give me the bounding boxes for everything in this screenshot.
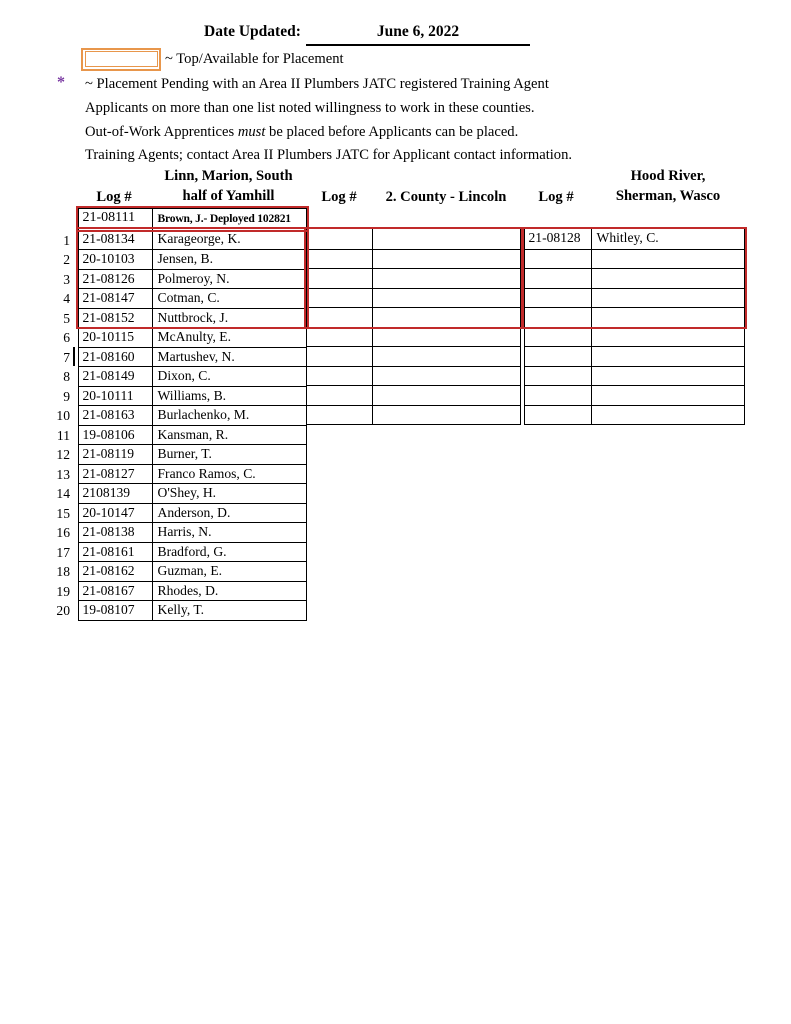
column-header-county-lincoln: 2. County - Lincoln	[385, 189, 507, 205]
name-cell: Brown, J.- Deployed 102821	[152, 209, 307, 230]
log-cell: 2108139	[82, 485, 131, 500]
table-row	[525, 268, 745, 288]
name-cell: Cotman, C.	[152, 289, 307, 308]
log-cell: 21-08162	[82, 563, 135, 578]
table-row	[525, 229, 745, 249]
name-cell: Rhodes, D.	[152, 582, 307, 601]
column-header-hood-line2: Sherman, Wasco	[615, 188, 721, 204]
log-cell: 21-08149	[82, 368, 135, 383]
top-available-swatch-inner	[85, 51, 158, 67]
log-cell: 19-08107	[82, 602, 135, 617]
log-cell	[307, 328, 372, 347]
name-cell: McAnulty, E.	[152, 328, 307, 347]
row-number: 6	[63, 330, 70, 345]
top-available-label: ~ Top/Available for Placement	[165, 50, 344, 67]
table-row	[79, 503, 307, 523]
row-number: 5	[63, 310, 70, 326]
name-cell: Guzman, E.	[152, 562, 307, 581]
log-cell	[307, 386, 372, 405]
out-of-work-note-emphasis: must	[237, 123, 266, 140]
table-row	[307, 249, 520, 269]
log-cell: 19-08106	[82, 426, 135, 442]
log-cell: 21-08152	[82, 309, 135, 325]
log-cell	[525, 269, 591, 288]
table-row	[307, 229, 520, 249]
table-row	[79, 230, 307, 250]
log-cell: 21-08160	[82, 348, 135, 364]
row-number: 19	[56, 583, 70, 599]
lincoln-table-body	[307, 229, 520, 424]
log-cell	[525, 308, 591, 327]
date-updated-value: June 6, 2022	[376, 23, 460, 40]
training-agents-note: Training Agents; contact Area II Plumbers JATC for Applicant contact information.	[85, 147, 573, 163]
name-cell	[372, 308, 520, 327]
row-number: 2	[63, 252, 70, 267]
log-cell: 20-10111	[82, 387, 134, 403]
column-header-linn-line1: Linn, Marion, South	[164, 168, 293, 184]
row-number: 1	[63, 232, 70, 248]
name-cell	[591, 386, 745, 405]
table-row	[307, 405, 520, 425]
multi-list-note: Applicants on more than one list noted willingness to work in these counties.	[85, 99, 535, 116]
log-cell: 21-08163	[82, 407, 135, 422]
row-number: 13	[56, 466, 70, 482]
name-cell: Whitley, C.	[591, 229, 745, 249]
name-cell	[372, 328, 520, 347]
table-row	[525, 385, 745, 405]
table-row	[79, 327, 307, 347]
table-row	[79, 464, 307, 484]
name-cell	[591, 328, 745, 347]
table-row	[307, 288, 520, 308]
column-header-linn-line2: half of Yamhill	[182, 188, 275, 204]
name-cell: Kansman, R.	[152, 426, 307, 445]
log-cell	[525, 367, 591, 386]
log-cell: 21-08127	[82, 465, 135, 481]
name-cell: Burlachenko, M.	[152, 406, 307, 425]
log-cell	[307, 289, 372, 308]
row-number: 3	[63, 271, 70, 287]
table-row	[525, 346, 745, 366]
out-of-work-note-post: be placed before Applicants can be placed.	[265, 123, 519, 140]
log-cell	[525, 289, 591, 308]
table-row	[79, 308, 307, 328]
name-cell: Burner, T.	[152, 445, 307, 464]
row-number: 10	[56, 408, 70, 423]
table-row	[307, 385, 520, 405]
deployed-row	[79, 209, 307, 230]
name-cell: Martushev, N.	[152, 348, 307, 367]
name-cell	[372, 367, 520, 386]
table-row	[79, 581, 307, 601]
name-cell: Franco Ramos, C.	[152, 465, 307, 484]
log-cell: 20-10103	[82, 251, 135, 266]
log-cell: 21-08167	[82, 582, 135, 598]
log-cell	[307, 308, 372, 327]
table-row	[79, 483, 307, 503]
name-cell	[591, 289, 745, 308]
name-cell	[591, 250, 745, 269]
name-cell: Williams, B.	[152, 387, 307, 406]
table-row	[525, 405, 745, 425]
column-header-hood-line1: Hood River,	[630, 168, 706, 184]
table-row	[307, 366, 520, 386]
row-number: 7	[63, 349, 70, 365]
hood-river-table-body	[525, 229, 745, 424]
table-row	[79, 444, 307, 464]
table-row	[525, 327, 745, 347]
table-row	[79, 561, 307, 581]
table-row	[525, 249, 745, 269]
column-header-log-2: Log #	[321, 189, 357, 205]
log-cell	[525, 386, 591, 405]
row-number: 18	[56, 564, 70, 579]
log-cell: 21-08134	[82, 230, 135, 246]
date-underline	[306, 44, 530, 47]
placement-pending-note: ~ Placement Pending with an Area II Plumbers JATC registered Training Agent	[85, 75, 549, 92]
table-row	[79, 542, 307, 562]
table-row	[79, 522, 307, 542]
column-header-linn-marion-yamhill	[140, 166, 317, 206]
row-number: 11	[56, 427, 70, 443]
table-row	[79, 425, 307, 445]
row-number: 12	[56, 447, 70, 462]
table-row	[79, 386, 307, 406]
name-cell	[372, 229, 520, 249]
log-cell	[307, 269, 372, 288]
row-number: 16	[56, 525, 70, 540]
name-cell	[372, 269, 520, 288]
row-number: 8	[63, 369, 70, 384]
log-cell	[307, 347, 372, 366]
name-cell: Dixon, C.	[152, 367, 307, 386]
row-number: 14	[56, 486, 70, 501]
log-cell	[307, 250, 372, 269]
name-cell: Bradford, G.	[152, 543, 307, 562]
name-cell: Jensen, B.	[152, 250, 307, 269]
table-row	[79, 269, 307, 289]
linn-table-body	[79, 230, 307, 620]
hood-river-sherman-wasco-table	[524, 228, 746, 425]
column-header-hood-river-sherman-wasco	[591, 166, 745, 206]
table-row	[307, 307, 520, 327]
row-number: 17	[56, 544, 70, 560]
log-cell: 21-08111	[82, 209, 136, 225]
column-header-log-1: Log #	[96, 189, 132, 205]
table-row	[307, 327, 520, 347]
date-updated-label: Date Updated:	[204, 23, 301, 40]
row-7-stray-mark	[73, 347, 75, 366]
name-cell	[372, 406, 520, 425]
log-cell	[307, 406, 372, 425]
table-row	[79, 600, 307, 620]
name-cell: Kelly, T.	[152, 601, 307, 620]
name-cell: O'Shey, H.	[152, 484, 307, 503]
name-cell: Karageorge, K.	[152, 230, 307, 250]
name-cell	[591, 269, 745, 288]
name-cell	[372, 386, 520, 405]
name-cell	[591, 406, 745, 425]
name-cell: Nuttbrock, J.	[152, 309, 307, 328]
table-row	[79, 347, 307, 367]
pending-asterisk-icon: *	[57, 74, 65, 91]
name-cell	[372, 289, 520, 308]
table-row	[525, 366, 745, 386]
log-cell: 21-08119	[82, 446, 135, 461]
log-cell: 20-10147	[82, 504, 135, 520]
log-cell	[525, 328, 591, 347]
table-row	[525, 307, 745, 327]
log-cell: 20-10115	[82, 329, 135, 344]
row-number: 9	[63, 388, 70, 404]
table-row	[79, 366, 307, 386]
name-cell	[591, 347, 745, 366]
log-cell: 21-08147	[82, 290, 135, 305]
log-cell	[525, 406, 591, 425]
name-cell	[591, 367, 745, 386]
log-cell	[307, 367, 372, 386]
table-row	[79, 288, 307, 308]
table-row	[79, 249, 307, 269]
table-row	[525, 288, 745, 308]
table-row	[307, 268, 520, 288]
log-cell: 21-08161	[82, 543, 135, 559]
row-number: 15	[56, 505, 70, 521]
top-available-swatch	[81, 48, 161, 71]
log-cell: 21-08128	[528, 230, 581, 245]
name-cell	[372, 250, 520, 269]
column-header-log-3: Log #	[538, 189, 574, 205]
name-cell: Anderson, D.	[152, 504, 307, 523]
log-cell	[525, 250, 591, 269]
out-of-work-note-pre: Out-of-Work Apprentices	[85, 123, 238, 140]
name-cell: Polmeroy, N.	[152, 270, 307, 289]
name-cell	[372, 347, 520, 366]
table-row	[307, 346, 520, 366]
linn-marion-yamhill-table	[78, 208, 308, 621]
log-cell	[307, 229, 372, 249]
log-cell: 21-08138	[82, 524, 135, 539]
table-row	[79, 405, 307, 425]
log-cell: 21-08126	[82, 270, 135, 286]
name-cell: Harris, N.	[152, 523, 307, 542]
name-cell	[591, 308, 745, 327]
row-number: 4	[63, 291, 70, 306]
county-lincoln-table	[306, 228, 521, 425]
row-number: 20	[56, 603, 70, 618]
log-cell	[525, 347, 591, 366]
out-of-work-note	[85, 124, 518, 141]
